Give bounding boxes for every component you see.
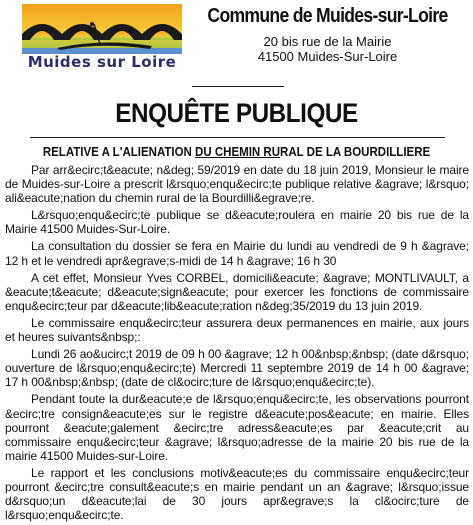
notice-body: [5, 163, 469, 525]
paragraph-observations: Pendant toute la dur&eacute;e de l&rsquo;enqu&ecirc;te, les observations pourront &ecirc;tre consign&eacute;es sur le registre d&eacute;pos&eacute; en mairie. Elles pourront &eacute;galement &ecirc;tre adress&eacute;es par &eacute;crit au commissaire enqu&ecirc;teur &agrave; l&rsquo;adresse de la mairie 20 bis rue de la mairie 41500 Muides-sur-Loire.: [5, 392, 469, 463]
divider-short: [192, 86, 284, 87]
paragraph-commissioner: A cet effet, Monsieur Yves CORBEL, domicili&eacute; &agrave; MONTLIVAULT, a &eacute;t&eacute; d&eacute;sign&eacute; pour exercer les fonctions de commissaire enqu&ecirc;teur par d&eacute;lib&eacute;ration n&deg;35/2019 du 13 juin 2019.: [5, 270, 469, 313]
paragraph-decree: Par arr&ecirc;t&eacute; n&deg; 59/2019 en date du 18 juin 2019, Monsieur le maire de Muides-sur-Loire a prescrit l&rsquo;enqu&ecirc;te publique relative &agrave; l&rsquo; ali&eacute;nation du chemin rural de la Bourdilli&egrave;re.: [5, 163, 469, 206]
logo-text: Muides sur Loire: [27, 53, 177, 71]
paragraph-permanences: Le commissaire enqu&ecirc;teur assurera deux permanences en mairie, aux jours et heures suivants&nbsp;:: [5, 315, 469, 345]
subtitle-part-2: DU CHEMIN RU: [195, 145, 281, 159]
divider-long: [30, 137, 445, 138]
address-city: 41500 Muides-Sur-Loire: [257, 49, 398, 64]
page-title: ENQUÊTE PUBLIQUE: [115, 98, 358, 128]
paragraph-consultation: La consultation du dossier se fera en Mairie du lundi au vendredi de 9 h &agrave; 12 h et le vendredi apr&egrave;s-midi de 14 h &agrave; 16 h 30: [5, 239, 469, 268]
paragraph-report: Le rapport et les conclusions motiv&eacute;es du commissaire enqu&ecirc;teur pourront &ecirc;tre consult&eacute;s en mairie pendant un an &agrave; l&rsquo;issue d&rsquo;un d&eacute;lai de 30 jours apr&egrave;s la cl&ocirc;ture de l&rsquo;enqu&ecirc;te.: [5, 465, 469, 523]
paragraph-location: L&rsquo;enqu&ecirc;te publique se d&eacute;roulera en mairie 20 bis rue de la Mairie 41500 Muides-Sur-Loire.: [5, 208, 469, 237]
subtitle-part-3: RAL DE LA BOURDILLIERE: [280, 145, 431, 159]
subtitle: [19, 145, 454, 159]
commune-title: Commune de Muides-sur-Loire: [207, 5, 448, 27]
address-street: 20 bis rue de la Mairie: [263, 34, 392, 49]
paragraph-dates: Lundi 26 ao&ucirc;t 2019 de 09 h 00 &agrave; 12 h 00&nbsp;&nbsp; (date d&rsquo; ouverture de l&rsquo;enqu&ecirc;te) Mercredi 11 septembre 2019 de 14 h 00 &agrave; 17 h 00&nbsp;&nbsp; (date de cl&ocirc;ture de l&rsquo;enqu&ecirc;te).: [5, 347, 469, 390]
commune-header: [190, 4, 465, 64]
commune-logo: [22, 4, 182, 74]
subtitle-part-1: RELATIVE A L'ALIENATION: [42, 145, 196, 159]
